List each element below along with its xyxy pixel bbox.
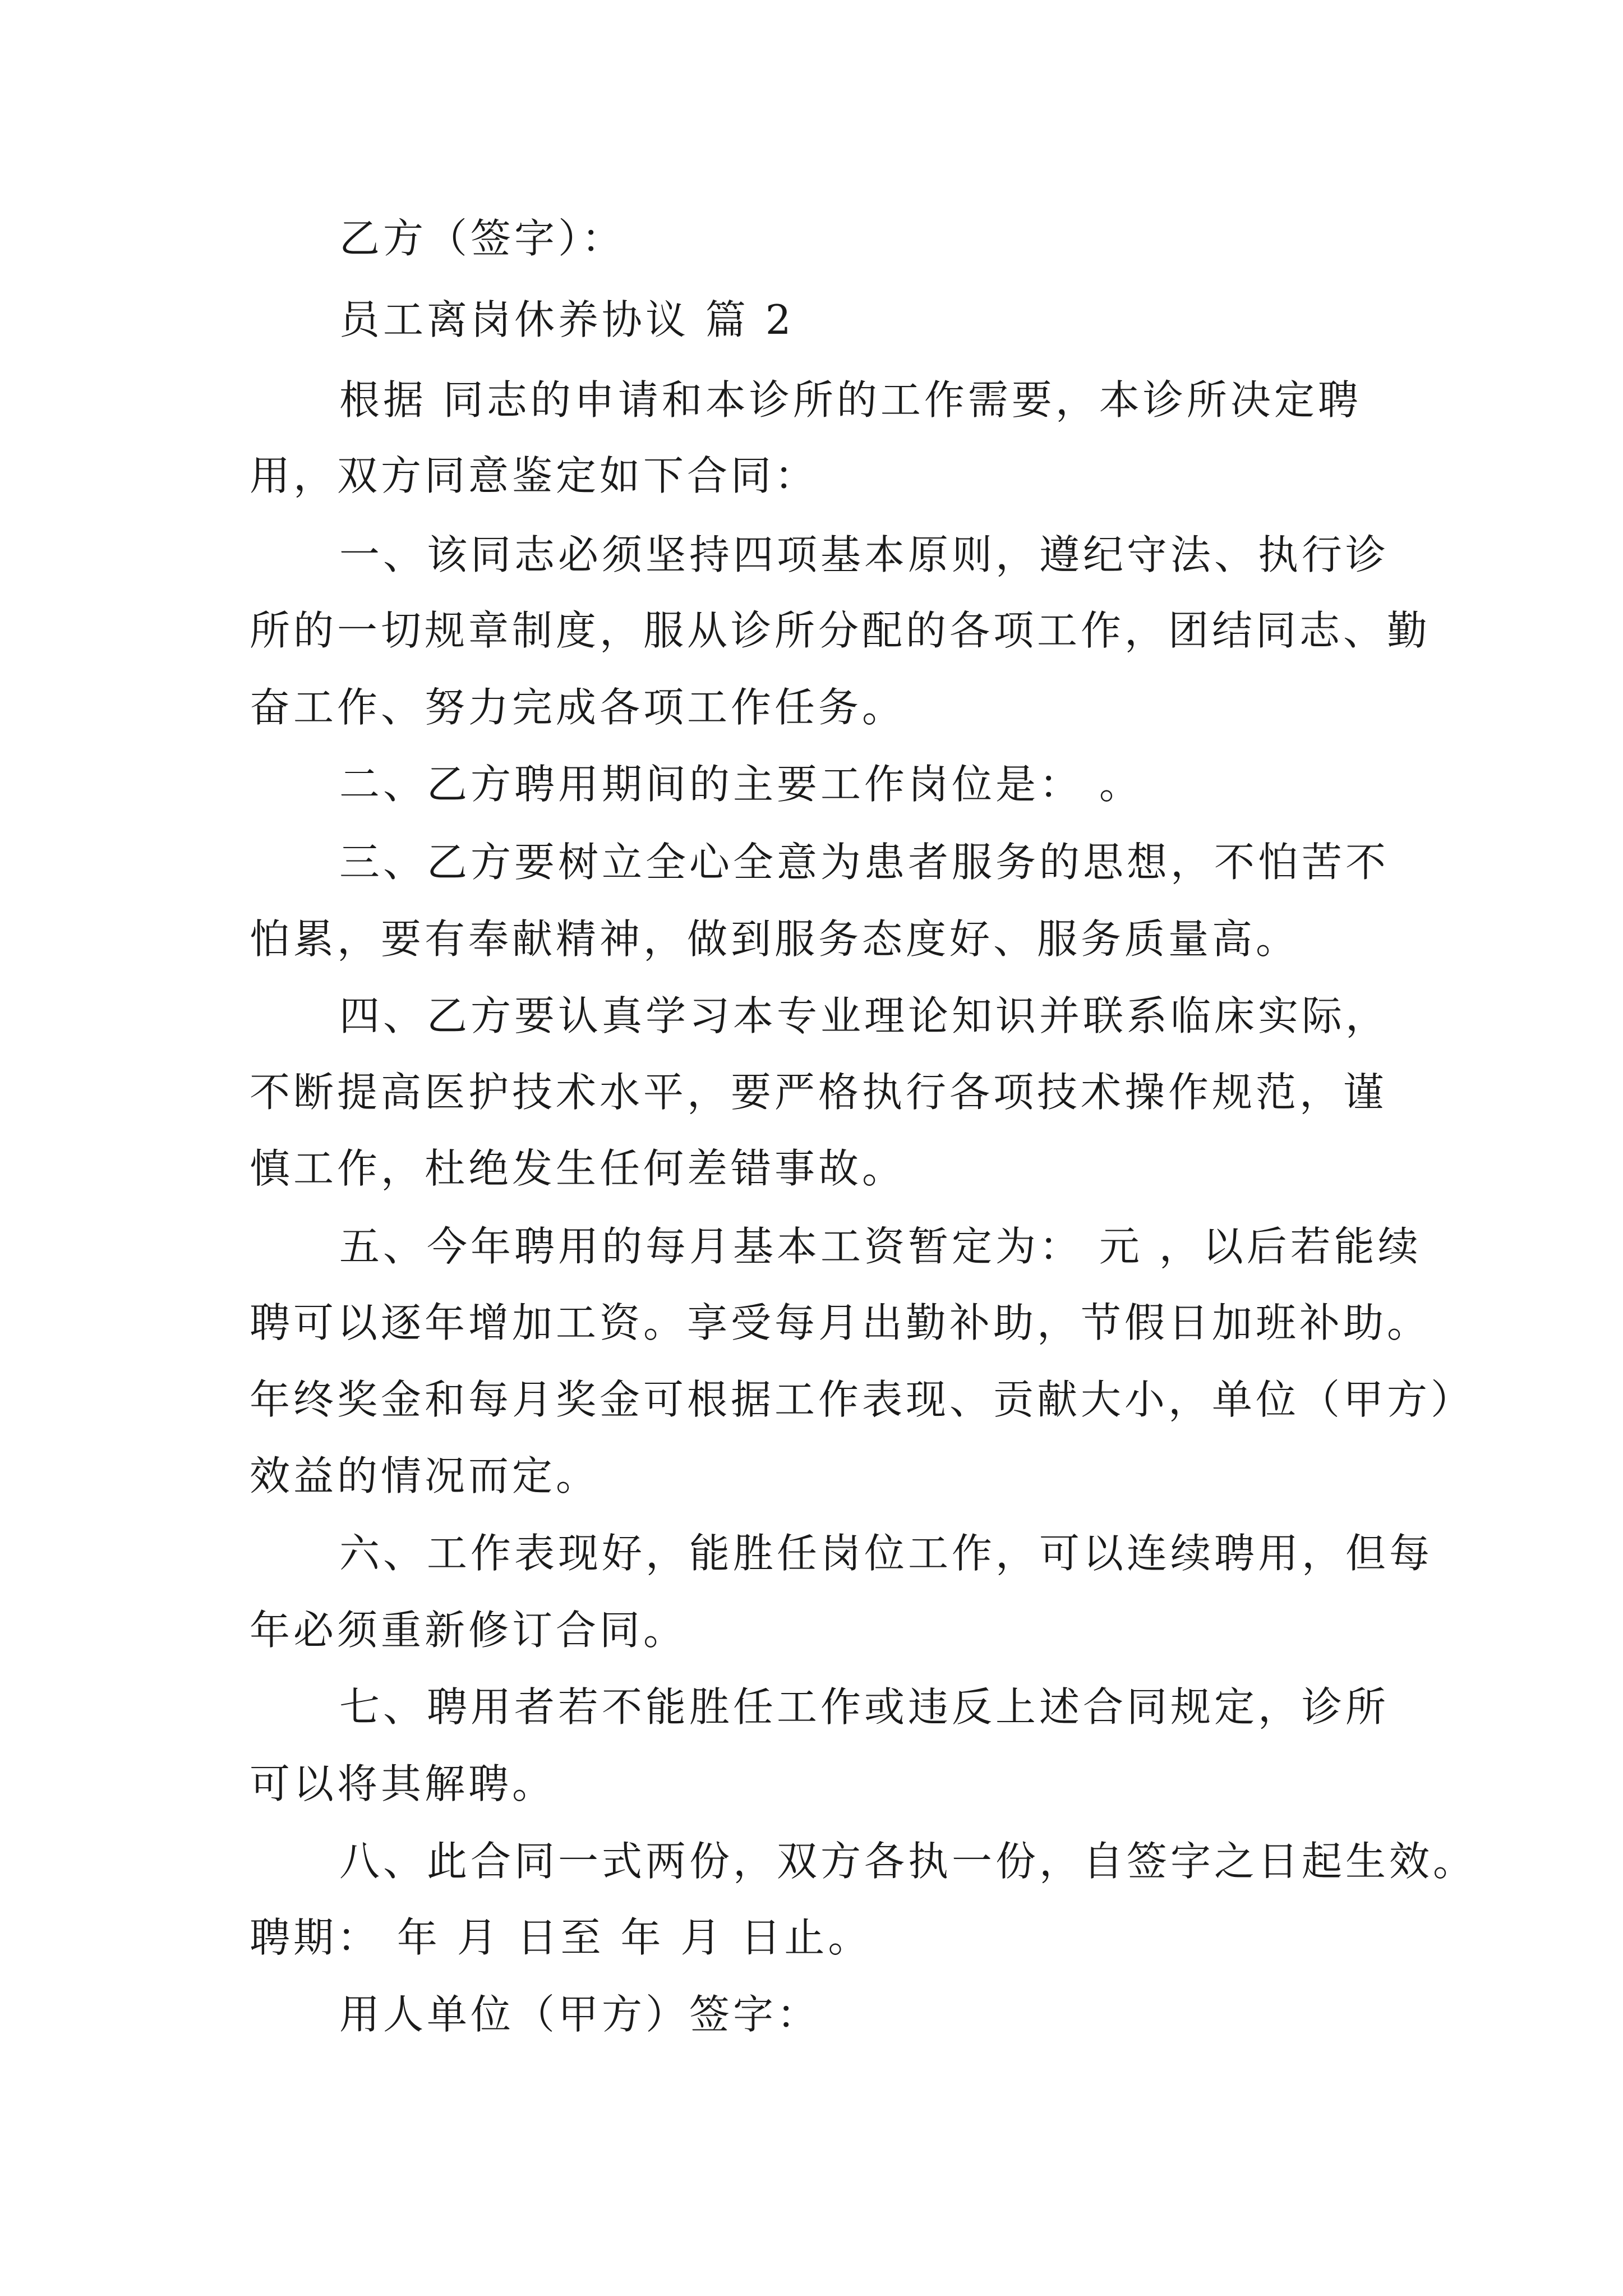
clause-2-line: 二、乙方聘用期间的主要工作岗位是： 。	[339, 761, 1143, 808]
term-line: 聘期： 年 月 日至 年 月 日止。	[250, 1914, 872, 1961]
clause-8-line: 八、此合同一式两份，双方各执一份，自签字之日起生效。	[339, 1838, 1477, 1885]
clause-1-line: 一、该同志必须坚持四项基本原则，遵纪守法、执行诊	[339, 531, 1390, 578]
clause-4-line: 慎工作，杜绝发生任何差错事故。	[250, 1145, 906, 1192]
clause-3-line: 三、乙方要树立全心全意为患者服务的思想，不怕苦不	[339, 839, 1390, 886]
party-b-signature-line: 乙方（签字）：	[339, 215, 626, 262]
clause-1-line: 所的一切规章制度，服从诊所分配的各项工作，团结同志、勤	[250, 607, 1431, 654]
paragraph-line: 根据 同志的申请和本诊所的工作需要，本诊所决定聘	[339, 376, 1362, 424]
section-heading: 员工离岗休养协议 篇 2	[339, 296, 795, 343]
clause-7-line: 可以将其解聘。	[250, 1760, 556, 1807]
clause-4-line: 四、乙方要认真学习本专业理论知识并联系临床实际，	[339, 992, 1390, 1039]
clause-3-line: 怕累，要有奉献精神，做到服务态度好、服务质量高。	[250, 915, 1300, 963]
clause-5-line: 年终奖金和每月奖金可根据工作表现、贡献大小，单位（甲方）	[250, 1376, 1475, 1423]
clause-1-line: 奋工作、努力完成各项工作任务。	[250, 684, 906, 731]
clause-4-line: 不断提高医护技术水平，要严格执行各项技术操作规范，谨	[250, 1069, 1387, 1116]
clause-7-line: 七、聘用者若不能胜任工作或违反上述合同规定，诊所	[339, 1683, 1390, 1731]
clause-5-line: 五、今年聘用的每月基本工资暂定为： 元 ，以后若能续	[339, 1223, 1422, 1270]
clause-6-line: 六、工作表现好，能胜任岗位工作，可以连续聘用，但每	[339, 1530, 1433, 1577]
clause-5-line: 聘可以逐年增加工资。享受每月出勤补助，节假日加班补助。	[250, 1299, 1431, 1346]
employer-signature-line: 用人单位（甲方）签字：	[339, 1991, 821, 2038]
paragraph-line: 用，双方同意鉴定如下合同：	[250, 452, 819, 499]
clause-6-line: 年必须重新修订合同。	[250, 1607, 688, 1654]
clause-5-line: 效益的情况而定。	[250, 1452, 600, 1499]
